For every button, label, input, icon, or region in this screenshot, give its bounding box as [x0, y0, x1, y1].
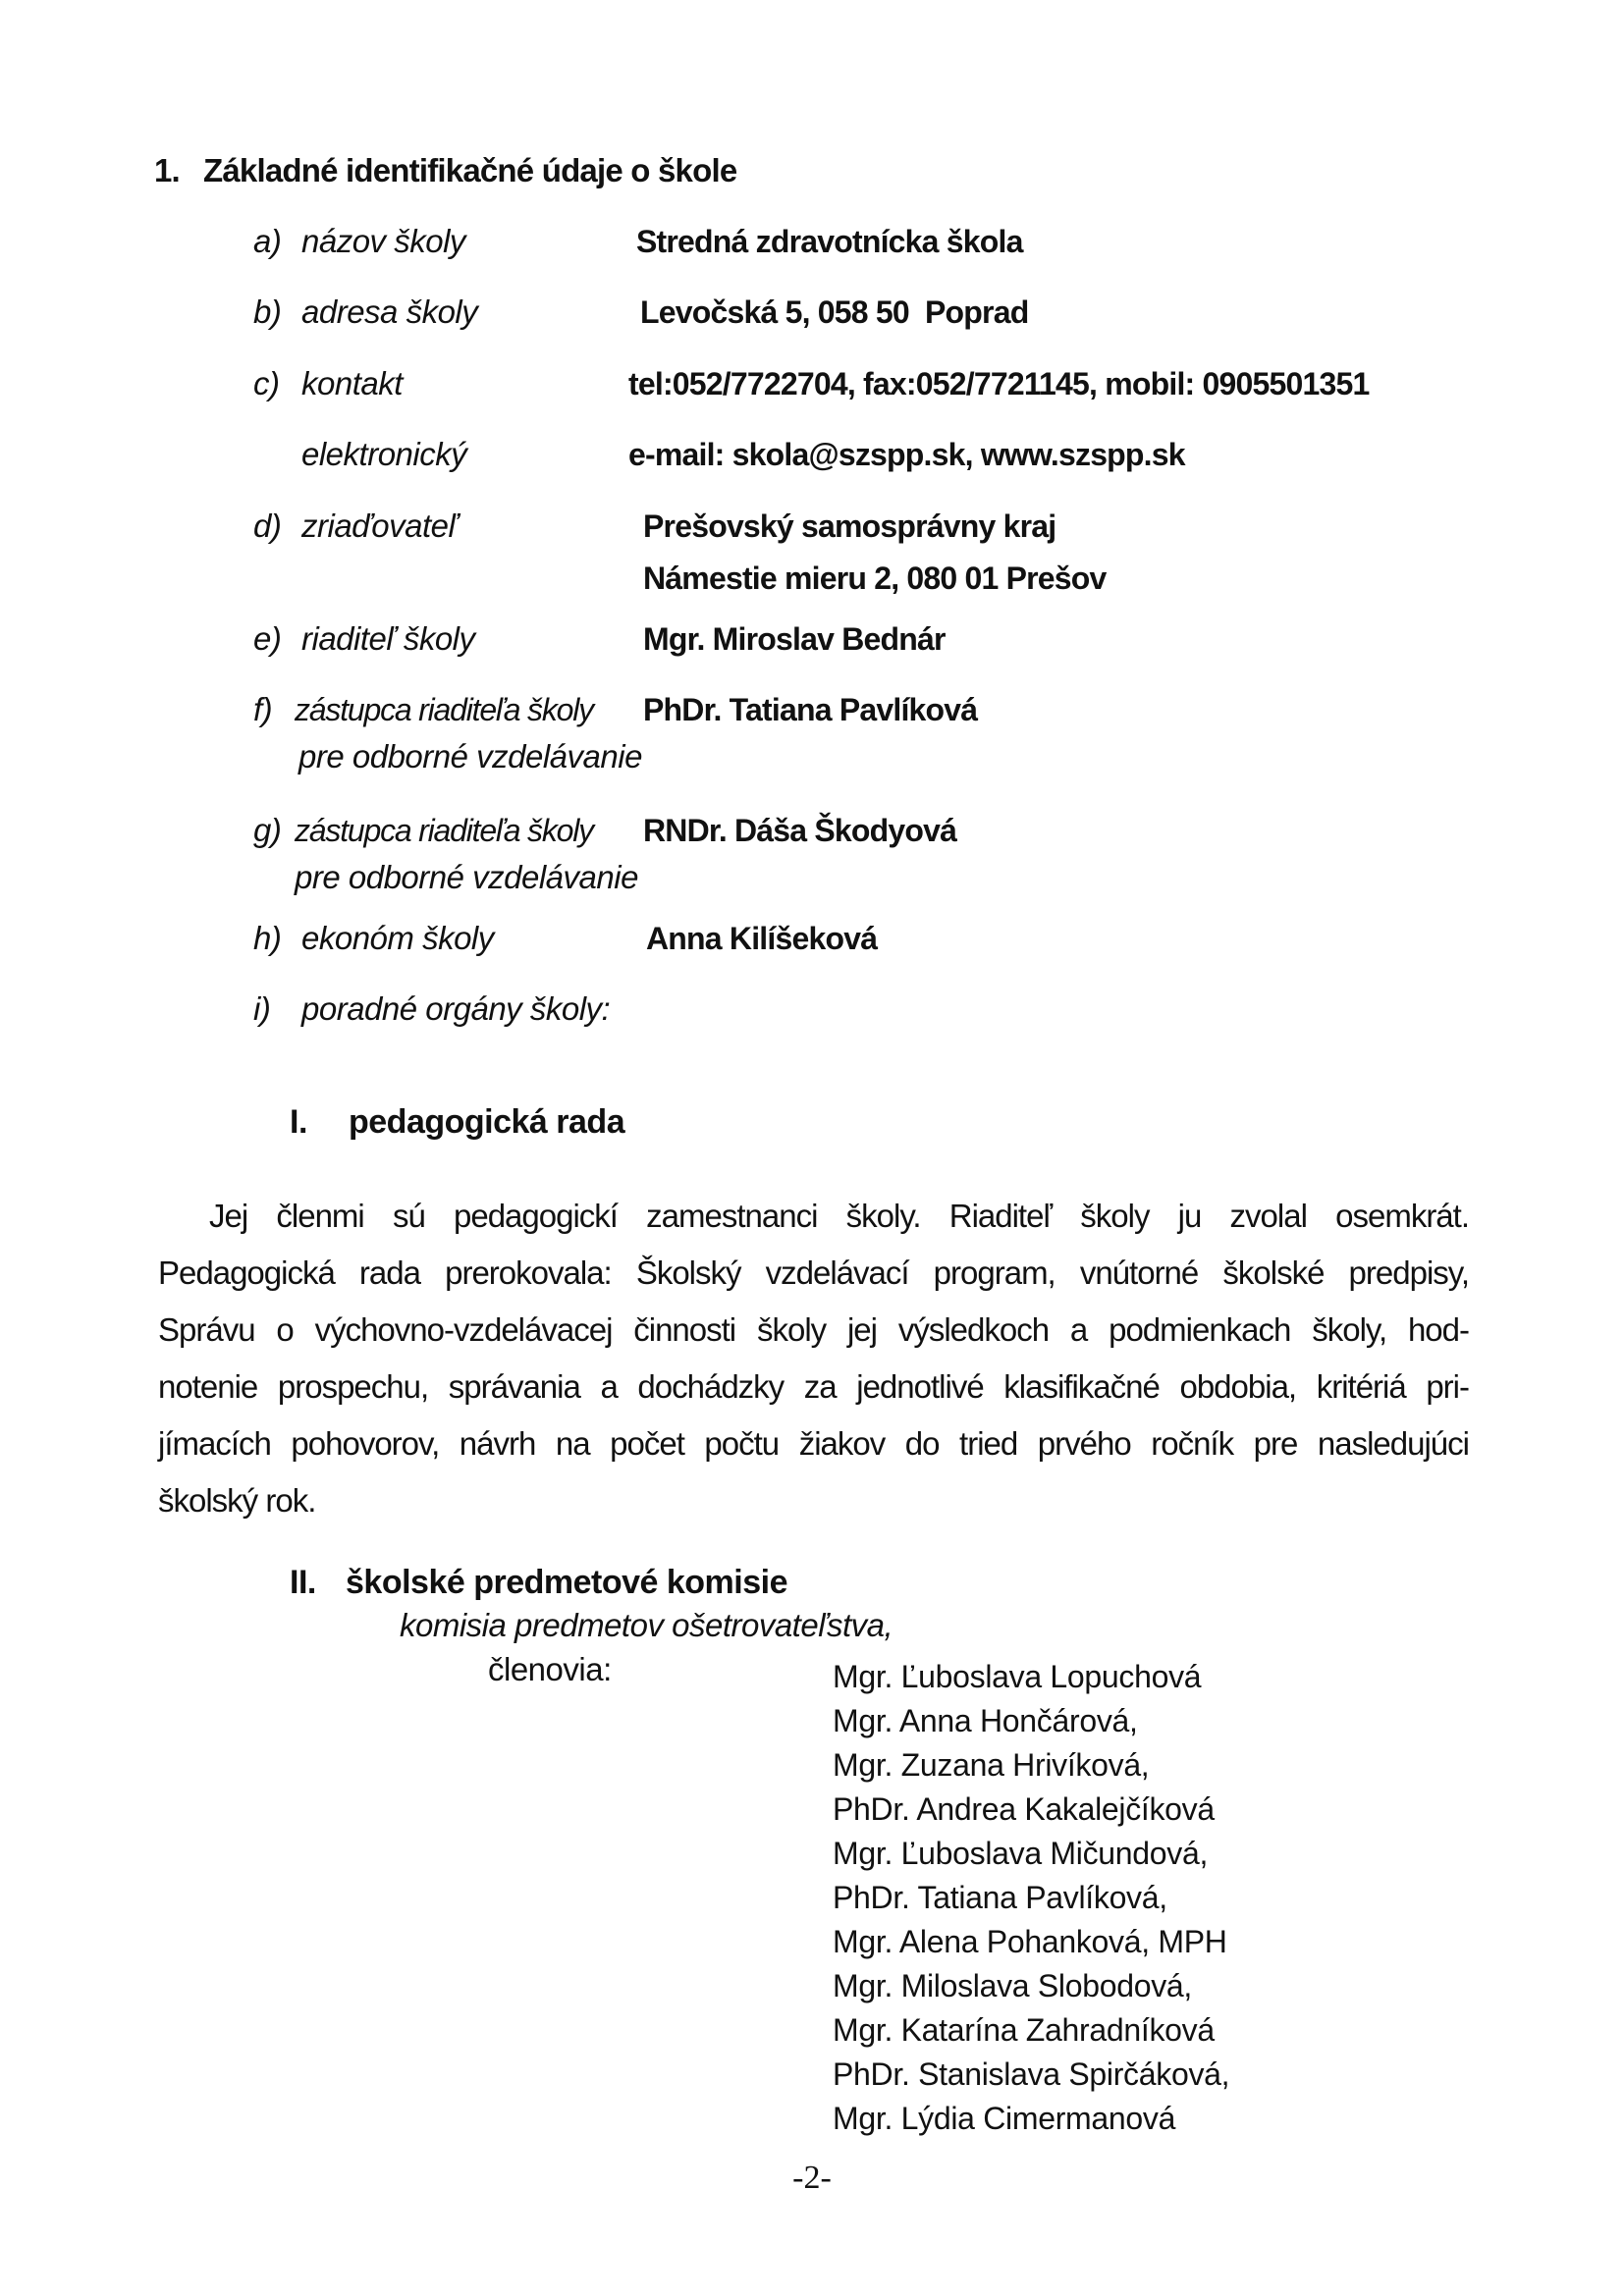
heading-text: Základné identifikačné údaje o škole — [203, 152, 737, 188]
section-2-numeral: II. — [290, 1564, 316, 1601]
item-label-line2: pre odborné vzdelávanie — [295, 859, 638, 895]
paragraph-line: notenie prospechu, správania a dochádzky za jednotlivé klasifikačné obdobia, kritériá pri- — [158, 1368, 1469, 1405]
section-2-title-text: školské predmetové komisie — [346, 1564, 788, 1601]
member-name: Mgr. Miloslava Slobodová, — [833, 1968, 1193, 2003]
item-value: Stredná zdravotnícka škola — [636, 224, 1023, 259]
item-value: Mgr. Miroslav Bednár — [643, 621, 946, 657]
item-label: riaditeľ školy — [301, 620, 475, 657]
member-name: Mgr. Lýdia Cimermanová — [833, 2101, 1176, 2136]
item-letter: d) — [253, 507, 282, 544]
item-label: elektronický — [301, 436, 467, 472]
item-label: zástupca riaditeľa školy — [295, 813, 593, 848]
item-label: ekonóm školy — [301, 920, 494, 956]
item-value: Anna Kilíšeková — [646, 921, 878, 956]
paragraph-line: Správu o výchovno-vzdelávacej činnosti školy jej výsledkoch a podmienkach školy, hod- — [158, 1311, 1469, 1348]
paragraph-line: Jej členmi sú pedagogickí zamestnanci školy. Riaditeľ školy ju zvolal osemkrát. — [209, 1198, 1469, 1234]
section-1-title-text: pedagogická rada — [349, 1103, 625, 1141]
members-list — [833, 1655, 1229, 2141]
item-label: zriaďovateľ — [301, 507, 458, 544]
item-value: Levočská 5, 058 50 Poprad — [640, 294, 1029, 330]
paragraph-line: Pedagogická rada prerokovala: Školský vzdelávací program, vnútorné školské predpisy, — [158, 1255, 1469, 1291]
member-name: Mgr. Katarína Zahradníková — [833, 2012, 1215, 2048]
item-value: tel:052/7722704, fax:052/7721145, mobil: 0905501351 — [628, 366, 1370, 401]
members-label: členovia: — [488, 1651, 612, 1687]
item-value-line2: Námestie mieru 2, 080 01 Prešov — [643, 561, 1107, 596]
item-letter: g) — [253, 812, 282, 848]
item-label: poradné orgány školy: — [301, 990, 611, 1027]
item-value: Prešovský samosprávny kraj — [643, 508, 1056, 544]
item-value: RNDr. Dáša Škodyová — [643, 813, 957, 848]
member-name: PhDr. Andrea Kakalejčíková — [833, 1791, 1215, 1827]
member-name: Mgr. Anna Hončárová, — [833, 1703, 1138, 1738]
section-1-paragraph — [158, 1188, 1469, 1529]
member-name: Mgr. Ľuboslava Mičundová, — [833, 1836, 1209, 1871]
item-letter: h) — [253, 920, 282, 956]
item-label-line2: pre odborné vzdelávanie — [298, 738, 642, 774]
member-name: PhDr. Tatiana Pavlíková, — [833, 1880, 1167, 1915]
section-1-numeral: I. — [290, 1103, 307, 1141]
item-label: zástupca riaditeľa školy — [295, 692, 593, 727]
page-number: -2- — [792, 2160, 832, 2196]
item-label: kontakt — [301, 365, 403, 401]
member-name: Mgr. Ľuboslava Lopuchová — [833, 1659, 1202, 1694]
member-name: PhDr. Stanislava Spirčáková, — [833, 2056, 1230, 2092]
item-letter: e) — [253, 620, 282, 657]
heading-number: 1. — [154, 152, 180, 188]
item-value: PhDr. Tatiana Pavlíková — [643, 692, 978, 727]
item-letter: b) — [253, 294, 282, 330]
member-name: Mgr. Alena Pohanková, MPH — [833, 1924, 1227, 1959]
section-2-subtitle: komisia predmetov ošetrovateľstva, — [400, 1607, 893, 1643]
item-label: názov školy — [301, 223, 465, 259]
item-letter: f) — [253, 691, 273, 727]
item-letter: i) — [253, 990, 271, 1027]
member-name: Mgr. Zuzana Hrivíková, — [833, 1747, 1150, 1783]
item-value: e-mail: skola@szspp.sk, www.szspp.sk — [628, 437, 1185, 472]
item-label: adresa školy — [301, 294, 478, 330]
item-letter: c) — [253, 365, 280, 401]
item-letter: a) — [253, 223, 282, 259]
paragraph-line: jímacích pohovorov, návrh na počet počtu žiakov do tried prvého ročník pre nasledujúci — [158, 1425, 1469, 1462]
paragraph-line: školský rok. — [158, 1482, 316, 1519]
